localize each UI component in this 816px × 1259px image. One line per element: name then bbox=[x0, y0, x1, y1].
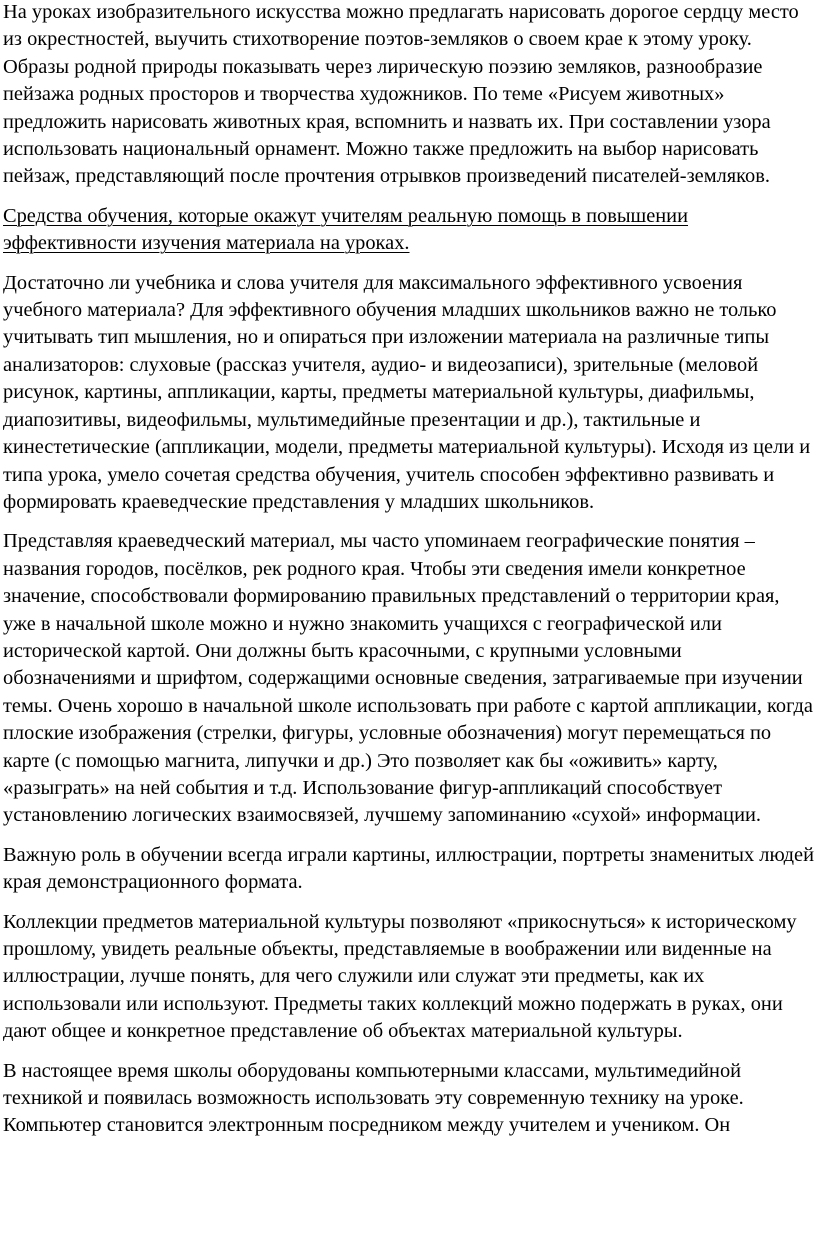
paragraph-pictures: Важную роль в обучении всегда играли картины, иллюстрации, портреты знаменитых людей края демонстрационного формата. bbox=[3, 843, 814, 894]
paragraph-art-lessons: На уроках изобразительного искусства можно предлагать нарисовать дорогое сердцу место из окрестностей, выучить стихотворение поэтов-земляков о своем крае к этому уроку. Образы родной природы показывать через лирическую поэзию земляков, разнообразие пейзажа родных просторов и творчества художников. По теме «Рисуем животных» предложить нарисовать животных края, вспомнить и назвать их. При составлении узора использовать национальный орнамент. Можно также предложить на выбор нарисовать пейзаж, представляющий после прочтения отрывков произведений писателей-земляков. bbox=[3, 1, 799, 188]
section-heading-teaching-aids: Средства обучения, которые окажут учителям реальную помощь в повышении эффективности изучения материала на уроках. bbox=[3, 204, 689, 255]
paragraph-computers: В настоящее время школы оборудованы компьютерными классами, мультимедийной техникой и появилась возможность использовать эту современную технику на уроке. Компьютер становится электронным посредником между учителем и учеником. Он bbox=[3, 1059, 744, 1137]
paragraph-maps: Представляя краеведческий материал, мы часто упоминаем географические понятия – названия городов, посёлков, рек родного края. Чтобы эти сведения имели конкретное значение, способствовали формированию правильных представлений о территории края, уже в начальной школе можно и нужно знакомить учащихся с географической или исторической картой. Они должны быть красочными, с крупными условными обозначениями и шрифтом, содержащими основные сведения, затрагиваемые при изучении темы. Очень хорошо в начальной школе использовать при работе с картой аппликации, когда плоские изображения (стрелки, фигуры, условные обозначения) могут перемещаться по карте (с помощью магнита, липучки и др.) Это позволяет как бы «оживить» карту, «разыграть» на ней события и т.д. Использование фигур-аппликаций способствует установлению логических взаимосвязей, лучшему запоминанию «сухой» информации. bbox=[3, 530, 813, 827]
paragraph-collections: Коллекции предметов материальной культуры позволяют «прикоснуться» к историческому прошлому, увидеть реальные объекты, представляемые в воображении или виденные на иллюстрации, лучше понять, для чего служили или служат эти предметы, как их использовали или используют. Предметы таких коллекций можно подержать в руках, они дают общее и конкретное представление об объектах материальной культуры. bbox=[3, 910, 797, 1043]
paragraph-analyzers: Достаточно ли учебника и слова учителя для максимального эффективного усвоения учебного материала? Для эффективного обучения младших школьников важно не только учитывать тип мышления, но и опираться при изложении материала на различные типы анализаторов: слуховые (рассказ учителя, аудио- и видеозаписи), зрительные (меловой рисунок, картины, аппликации, карты, предметы материальной культуры, диафильмы, диапозитивы, видеофильмы, мультимедийные презентации и др.), тактильные и кинестетические (аппликации, модели, предметы материальной культуры). Исходя из цели и типа урока, умело сочетая средства обучения, учитель способен эффективно развивать и формировать краеведческие представления у младших школьников. bbox=[3, 271, 811, 513]
